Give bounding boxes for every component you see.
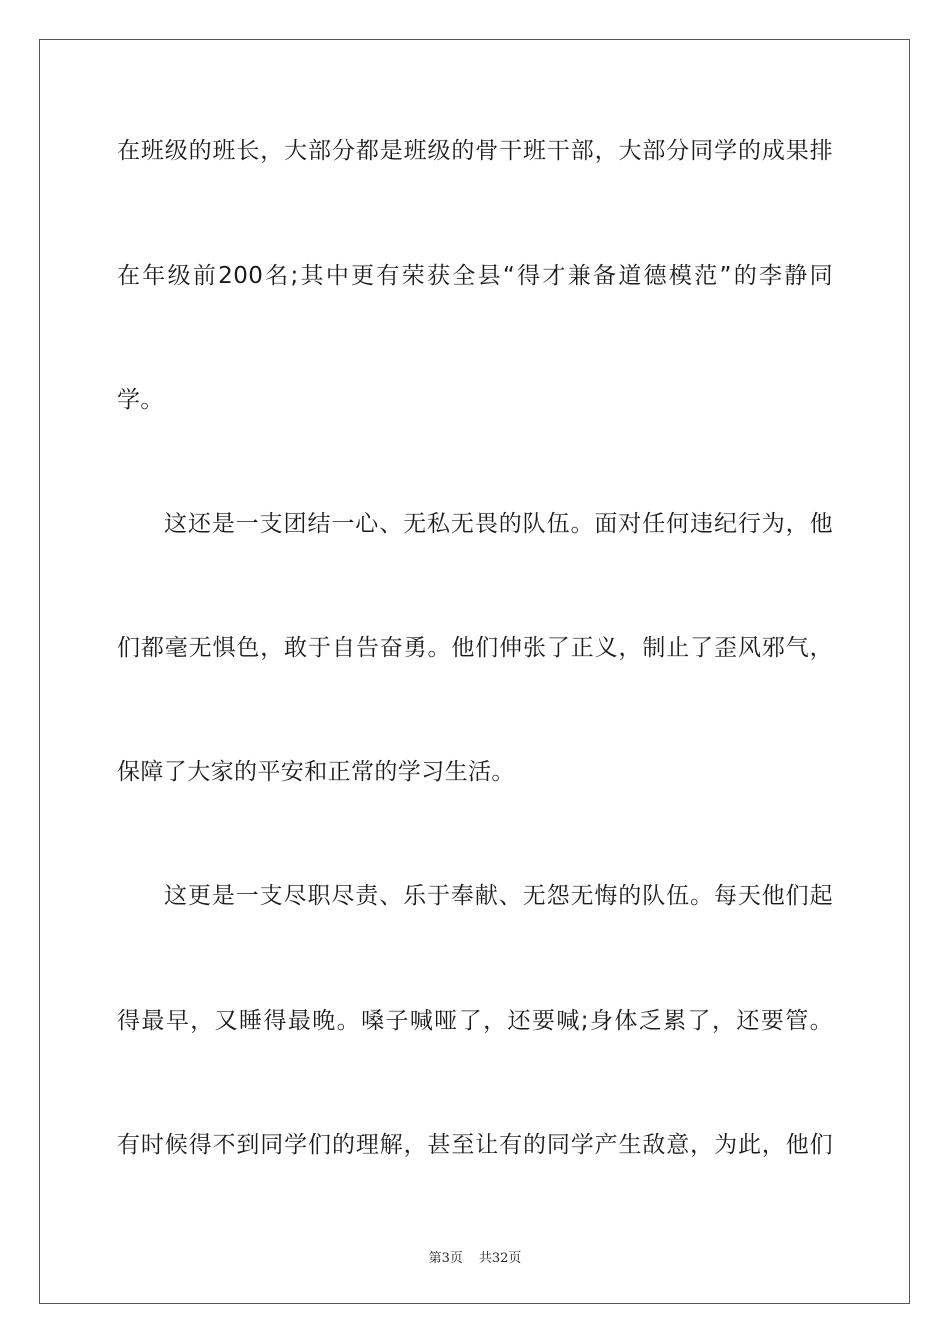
- paragraph-line: 在年级前200名;其中更有荣获全县“得才兼备道德模范”的李静同: [117, 263, 833, 289]
- paragraph-line: 学。: [117, 387, 164, 413]
- page-border: [39, 39, 910, 1304]
- paragraph-line: 们都毫无惧色，敢于自告奋勇。他们伸张了正义，制止了歪风邪气，: [117, 635, 833, 661]
- paragraph-line: 有时候得不到同学们的理解，甚至让有的同学产生敌意，为此，他们: [117, 1132, 833, 1158]
- paragraph-line: 保障了大家的平安和正常的学习生活。: [117, 759, 515, 785]
- paragraph-line: 这更是一支尽职尽责、乐于奉献、无怨无悔的队伍。每天他们起: [164, 883, 833, 909]
- page-total: 共32页: [478, 1251, 522, 1266]
- paragraph-line: 在班级的班长，大部分都是班级的骨干班干部，大部分同学的成果排: [117, 138, 833, 164]
- paragraph-line: 得最早，又睡得最晚。嗓子喊哑了，还要喊;身体乏累了，还要管。: [117, 1008, 833, 1034]
- paragraph-line: 这还是一支团结一心、无私无畏的队伍。面对任何违纪行为，他: [164, 511, 833, 537]
- page-footer: [0, 1247, 950, 1266]
- page-number: 第3页: [428, 1251, 463, 1266]
